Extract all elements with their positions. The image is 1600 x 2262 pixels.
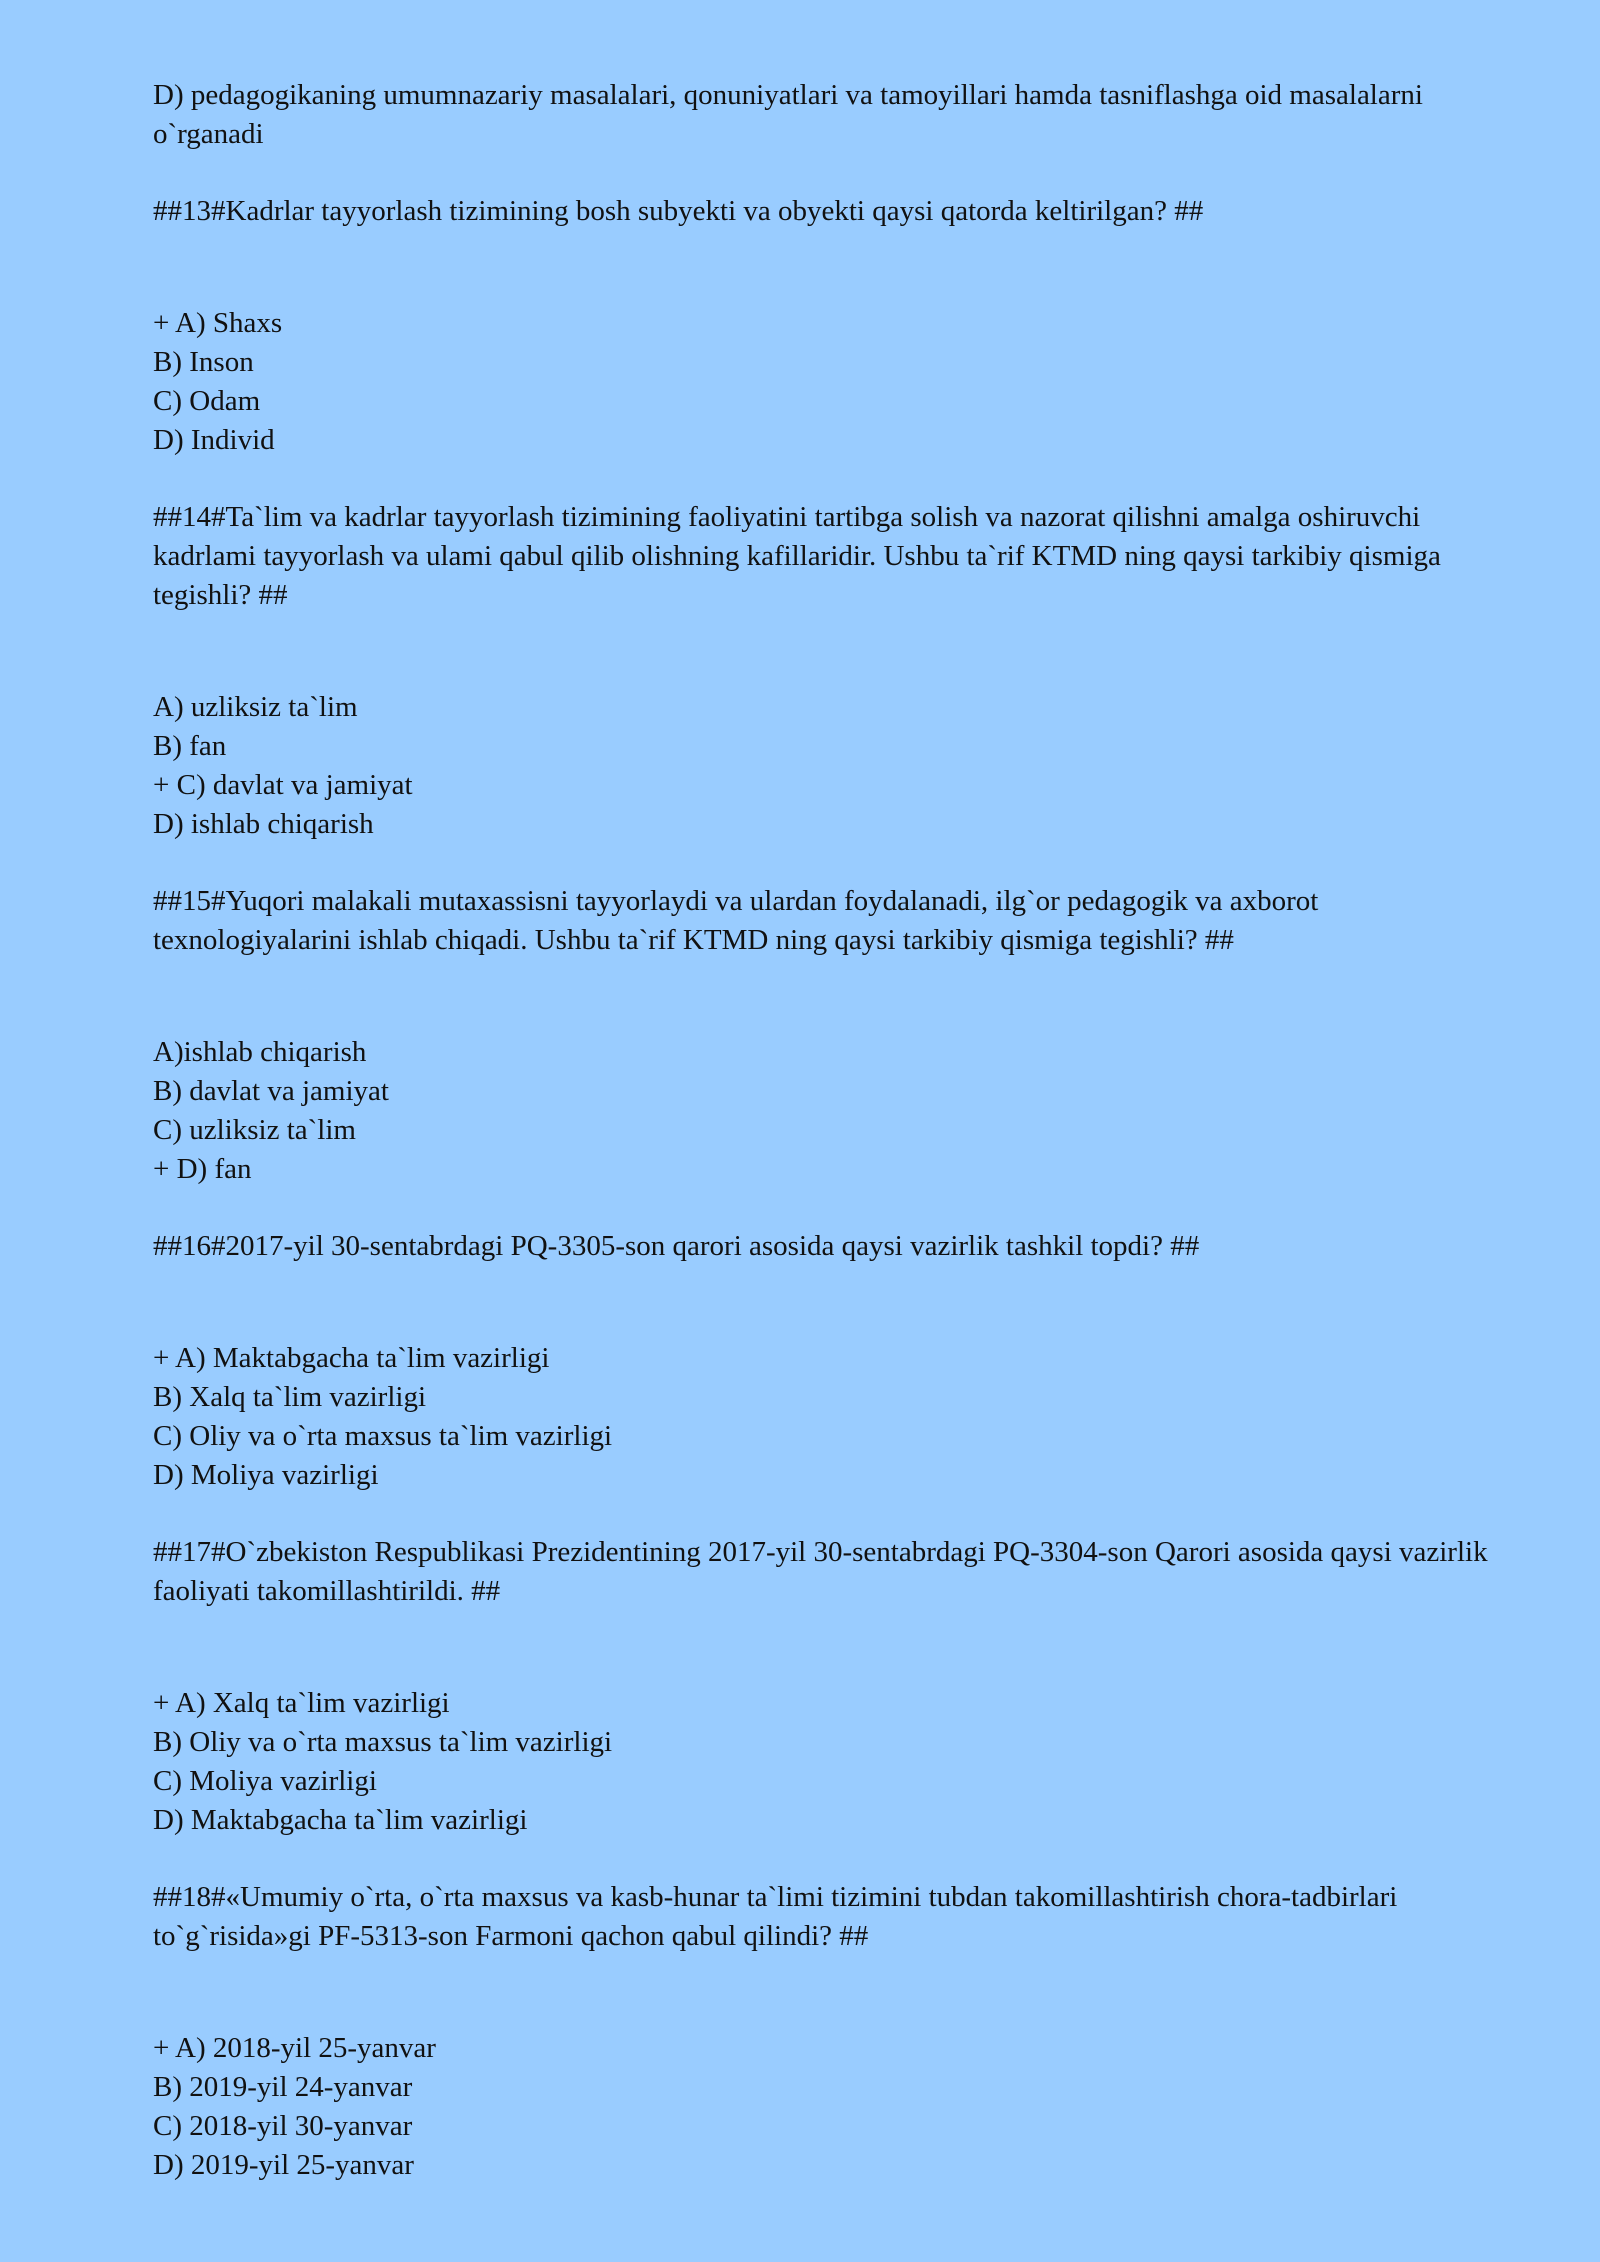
answer-option: C) 2018-yil 30-yanvar [153, 2110, 413, 2142]
answer-options [153, 1339, 1523, 1495]
answer-option: D) Maktabgacha ta`lim vazirligi [153, 1804, 528, 1836]
answer-option: + D) fan [153, 1153, 252, 1185]
spacer [153, 460, 1523, 498]
answer-option: C) Odam [153, 385, 261, 417]
answer-option: C) uzliksiz ta`lim [153, 1114, 356, 1146]
answer-options [153, 688, 1523, 844]
answer-option: + A) Maktabgacha ta`lim vazirligi [153, 1342, 550, 1374]
spacer [153, 231, 1523, 304]
answer-option: D) Individ [153, 424, 275, 456]
answer-options [153, 2029, 1523, 2185]
question-text: ##16#2017-yil 30-sentabrdagi PQ-3305-son qarori asosida qaysi vazirlik tashkil topdi? ## [153, 1230, 1200, 1262]
answer-option: D) ishlab chiqarish [153, 808, 374, 840]
question-block-17 [153, 1533, 1523, 1840]
spacer [153, 1266, 1523, 1339]
answer-option: B) davlat va jamiyat [153, 1075, 389, 1107]
answer-option: + A) 2018-yil 25-yanvar [153, 2032, 436, 2064]
answer-option: + A) Xalq ta`lim vazirligi [153, 1687, 450, 1719]
spacer [153, 1189, 1523, 1227]
spacer [153, 615, 1523, 688]
intro-option-text: D) pedagogikaning umumnazariy masalalari, qonuniyatlari va tamoyillari hamda tasniflashga oid masalalarni o`rganadi [153, 79, 1431, 150]
spacer [153, 1956, 1523, 2029]
question-block-18 [153, 1878, 1523, 2185]
question-text: ##13#Kadrlar tayyorlash tizimining bosh subyekti va obyekti qaysi qatorda keltirilgan? ## [153, 195, 1204, 227]
answer-option: B) Xalq ta`lim vazirligi [153, 1381, 427, 1413]
question-block-14 [153, 498, 1523, 844]
answer-options [153, 304, 1523, 460]
spacer [153, 844, 1523, 882]
question-text: ##14#Ta`lim va kadrlar tayyorlash tizimining faoliyatini tartibga solish va nazorat qilishni amalga oshiruvchi kadrlami tayyorlash va ulami qabul qilib olishning kafillaridir. Ushbu ta`rif KTMD ning qaysi tarkibiy qismiga tegishli? ## [153, 501, 1441, 611]
answer-option: B) 2019-yil 24-yanvar [153, 2071, 413, 2103]
answer-options [153, 1033, 1523, 1189]
answer-option: + C) davlat va jamiyat [153, 769, 413, 801]
spacer [153, 1840, 1523, 1878]
answer-option: C) Oliy va o`rta maxsus ta`lim vazirligi [153, 1420, 613, 1452]
question-block-15 [153, 882, 1523, 1189]
answer-option: B) Oliy va o`rta maxsus ta`lim vazirligi [153, 1726, 613, 1758]
spacer [153, 960, 1523, 1033]
spacer [153, 1611, 1523, 1684]
spacer [153, 1495, 1523, 1533]
answer-option: A) uzliksiz ta`lim [153, 691, 358, 723]
question-block-16 [153, 1227, 1523, 1495]
answer-option: D) 2019-yil 25-yanvar [153, 2149, 414, 2181]
answer-option: + A) Shaxs [153, 307, 283, 339]
answer-option: D) Moliya vazirligi [153, 1459, 379, 1491]
question-text: ##15#Yuqori malakali mutaxassisni tayyorlaydi va ulardan foydalanadi, ilg`or pedagogik va axborot texnologiyalarini ishlab chiqadi. Ushbu ta`rif KTMD ning qaysi tarkibiy qismiga tegishli? ## [153, 885, 1319, 956]
spacer [153, 154, 1523, 192]
answer-option: A)ishlab chiqarish [153, 1036, 367, 1068]
answer-option: C) Moliya vazirligi [153, 1765, 377, 1797]
question-text: ##17#O`zbekiston Respublikasi Prezidentining 2017-yil 30-sentabrdagi PQ-3304-son Qarori asosida qaysi vazirlik faoliyati takomillashtirildi. ## [153, 1536, 1488, 1607]
document-page [153, 76, 1523, 2185]
answer-option: B) fan [153, 730, 227, 762]
answer-options [153, 1684, 1523, 1840]
question-text: ##18#«Umumiy o`rta, o`rta maxsus va kasb-hunar ta`limi tizimini tubdan takomillashtirish chora-tadbirlari to`g`risida»gi PF-5313-son Farmoni qachon qabul qilindi? ## [153, 1881, 1398, 1952]
question-block-13 [153, 192, 1523, 460]
answer-option: B) Inson [153, 346, 254, 378]
